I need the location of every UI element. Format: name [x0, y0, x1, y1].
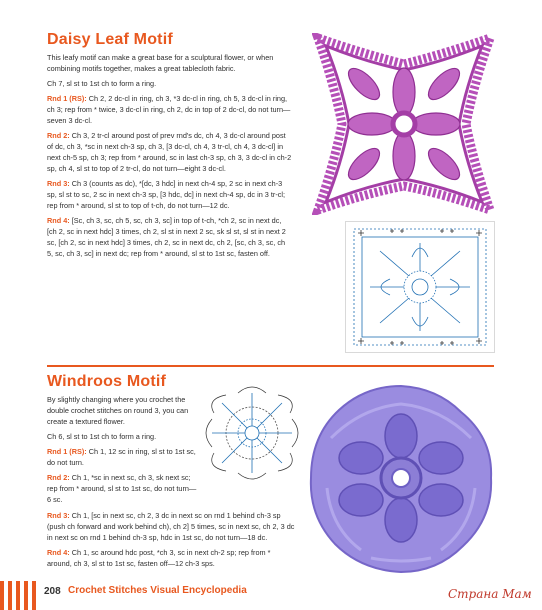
footer-decoration [0, 581, 36, 610]
windroos-round-4: Rnd 4: Ch 1, sc around hdc post, *ch 3, sc in next ch-2 sp; rep from * around, ch 3, sl st to 1st sc, fasten off—12 ch-3 sps. [47, 548, 271, 568]
windroos-intro: By slightly changing where you crochet the double crochet stitches on round 3, you can create a textured flower. [47, 395, 189, 426]
daisy-round-1: Rnd 1 (RS): Ch 2, 2 dc-cl in ring, ch 3, *3 dc-cl in ring, ch 5, 3 dc-cl in ring, ch 3; rep from * twice, 3 dc-cl in ring, ch 2, dc in top of 2 dc-cl, do not turn—seven 3 dc-cl. [47, 94, 291, 125]
windroos-round-2: Rnd 2: Ch 1, *sc in next sc, ch 3, sk next sc; rep from * around, sl st to 1st sc, do not turn—6 sc. [47, 473, 197, 504]
daisy-round-4: Rnd 4: [Sc, ch 3, sc, ch 5, sc, ch 3, sc] in top of t-ch, *ch 2, sc in next dc, [ch 2, sc in next hdc] 3 times, ch 2, sl st in next 2 sc, sk sl st, sl st in next 2 sc, [ch 2, sc in next hdc] 3 times, ch 2, sc in next dc, ch 2, [sc, ch 3, sc, ch 5, sc, ch 3, sc] in next dc; rep from * around, sl st to 1st sc, fasten off. [47, 216, 286, 258]
daisy-stitch-chart [345, 221, 495, 353]
daisy-intro: This leafy motif can make a great base for a sculptural flower, or when combining motifs together, makes a great tablecloth fabric. [47, 53, 274, 73]
daisy-title: Daisy Leaf Motif [47, 31, 173, 48]
windroos-stitch-chart [203, 383, 301, 483]
daisy-instructions [47, 52, 292, 263]
watermark: Страна Мам [448, 587, 532, 601]
daisy-round-2: Rnd 2: Ch 3, 2 tr-cl around post of prev rnd's dc, ch 4, 3 dc-cl around post of dc, ch 3, *sc in next ch-3 sp, ch 3, [3 dc-cl, ch 4, 3 tr-cl, ch 4, 3 dc-cl] in next ch-5 sp, ch 3; rep from * around, sc in last ch-3 sp, ch 3, 3 dc-cl in ch-2 sp, ch 4, sl st to top of 2 tr-cl, do not turn—eight 3 dc-cl. [47, 131, 292, 173]
windroos-foundation: Ch 6, sl st to 1st ch to form a ring. [47, 432, 157, 441]
daisy-motif-photo [312, 33, 496, 215]
daisy-foundation: Ch 7, sl st to 1st ch to form a ring. [47, 79, 157, 88]
daisy-round-3: Rnd 3: Ch 3 (counts as dc), *[dc, 3 hdc] in next ch-4 sp, 2 sc in next ch-3 sp, sl st to sc, 2 sc in next ch-3 sp, [3 hdc, dc] in next ch-4 sp, dc in 3 tr-cl; rep from * around, sl st to top of t-ch, do not turn—12 dc. [47, 179, 286, 210]
section-divider [47, 365, 494, 367]
page-number: 208 [44, 586, 61, 597]
windroos-motif-photo [306, 376, 496, 580]
running-head: Crochet Stitches Visual Encyclopedia [68, 585, 247, 596]
windroos-instructions-top [47, 394, 197, 509]
windroos-round-3: Rnd 3: Ch 1, [sc in next sc, ch 2, 3 dc in next sc on rnd 1 behind ch-3 sp (push ch forward and work behind ch), ch 2] 5 times, sc in next sc, ch 2, 3 dc in next sc on rnd 1 behind ch-3 sp, hdc in 1st sc, do not turn—18 dc. [47, 511, 295, 542]
windroos-instructions-bottom [47, 510, 297, 573]
windroos-title: Windroos Motif [47, 373, 167, 390]
windroos-round-1: Rnd 1 (RS): Ch 1, 12 sc in ring, sl st to 1st sc, do not turn. [47, 447, 196, 467]
